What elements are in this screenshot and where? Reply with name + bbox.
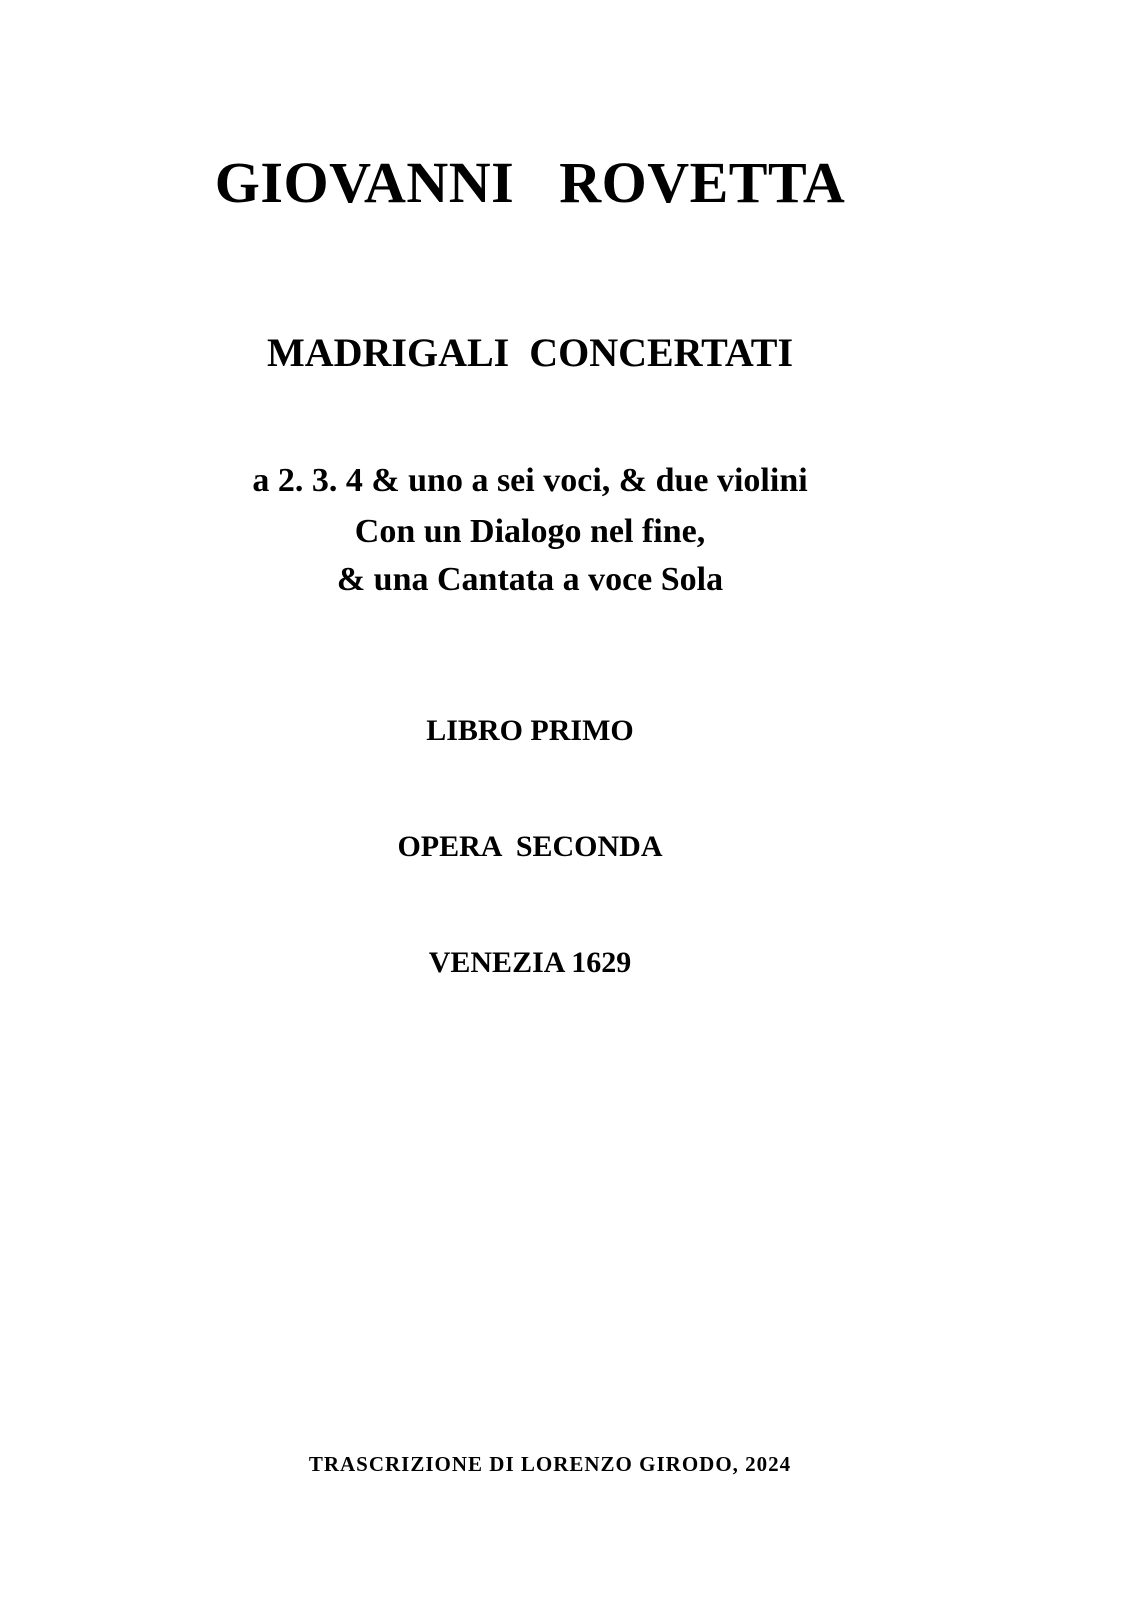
composer-name: GIOVANNI ROVETTA bbox=[214, 150, 846, 215]
book-number: LIBRO PRIMO bbox=[426, 714, 634, 747]
scoring-line: & una Cantata a voce Sola bbox=[336, 561, 724, 598]
opus-number: OPERA SECONDA bbox=[397, 830, 663, 863]
scoring-line: a 2. 3. 4 & uno a sei voci, & due violini bbox=[252, 462, 808, 499]
transcription-credit: TRASCRIZIONE DI LORENZO GIRODO, 2024 bbox=[308, 1452, 792, 1476]
scoring-line: Con un Dialogo nel fine, bbox=[354, 513, 706, 550]
collection-title: MADRIGALI CONCERTATI bbox=[266, 330, 794, 375]
publication-place-year: VENEZIA 1629 bbox=[428, 946, 632, 979]
